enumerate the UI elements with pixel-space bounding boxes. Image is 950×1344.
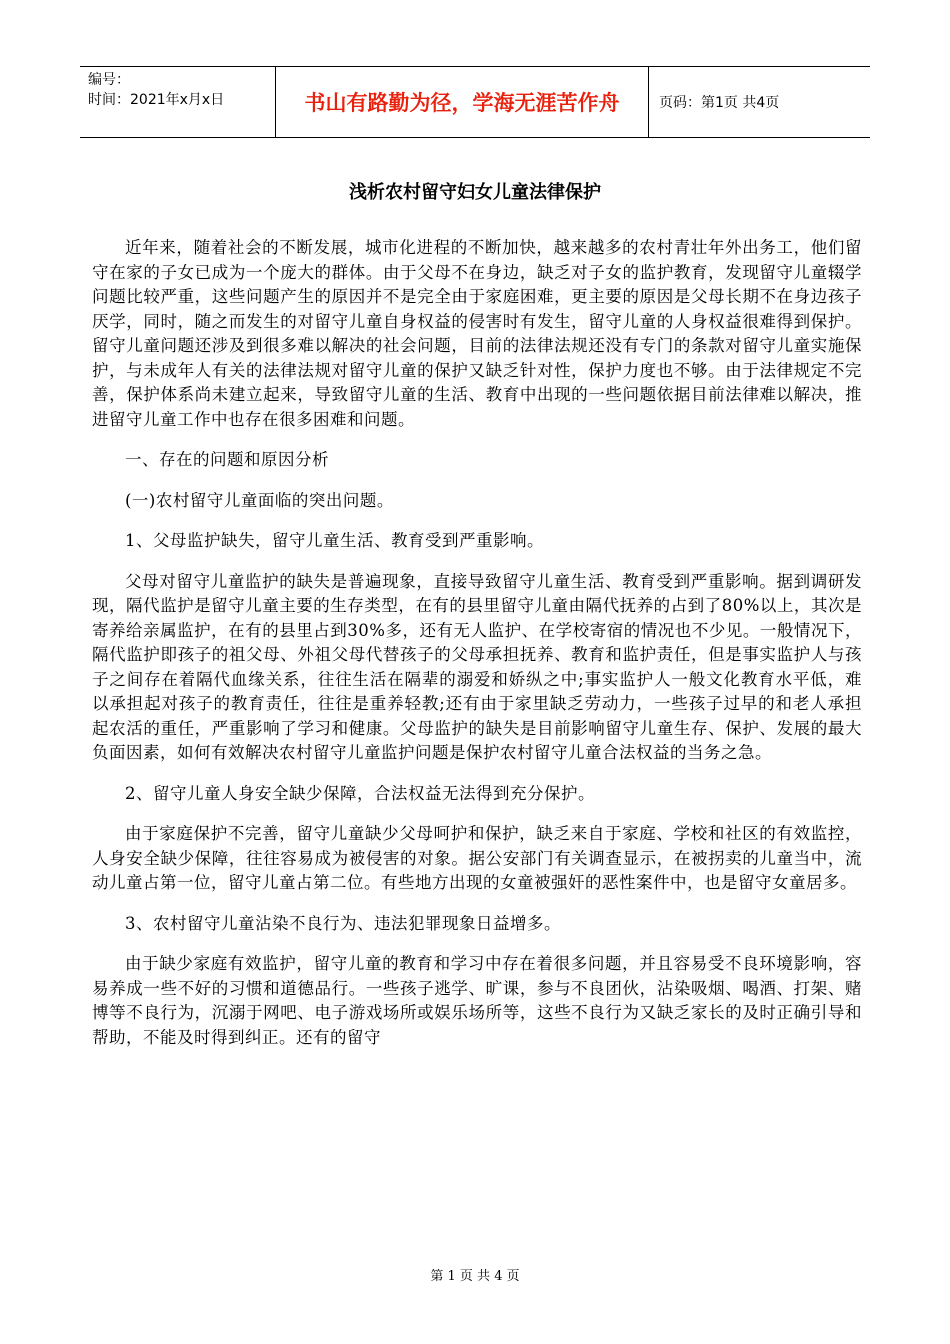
section-heading: 一、存在的问题和原因分析 [125,450,329,469]
header-meta [80,67,276,137]
document-title: 浅析农村留守妇女儿童法律保护 [349,182,601,203]
paragraph-point-1: 父母对留守儿童监护的缺失是普遍现象，直接导致留守儿童生活、教育受到严重影响。据到调研发现，隔代监护是留守儿童主要的生存类型，在有的县里留守儿童由隔代抚养的占到了80%以上，其次是寄养给亲属监护，在有的县里占到30%多，还有无人监护、在学校寄宿的情况也不少见。一般情况下，隔代监护即孩子的祖父母、外祖父母代替孩子的父母承担抚养、教育和监护责任，但是事实监护人与孩子之间存在着隔代血缘关系，往往生活在隔辈的溺爱和娇纵之中;事实监护人一般文化教育水平低，难以承担起对孩子的教育责任，往往是重养轻教;还有由于家里缺乏劳动力，一些孩子过早的和老人承担起农活的重任，严重影响了学习和健康。父母监护的缺失是目前影响留守儿童生存、保护、发展的最大负面因素，如何有效解决农村留守儿童监护问题是保护农村留守儿童合法权益的当务之急。 [92,571,862,762]
page-header [80,66,870,138]
point-heading-1: 1、父母监护缺失，留守儿童生活、教育受到严重影响。 [125,531,544,550]
subsection-heading: (一)农村留守儿童面临的突出问题。 [125,490,394,510]
point-heading-2: 2、留守儿童人身安全缺少保障，合法权益无法得到充分保护。 [125,783,595,803]
number-label: 编号： [88,72,130,88]
document-body [92,236,862,1050]
time-label: 时间：2021年x月x日 [88,92,225,108]
point-heading-3: 3、农村留守儿童沾染不良行为、违法犯罪现象日益增多。 [125,913,561,933]
paragraph-intro: 近年来，随着社会的不断发展，城市化进程的不断加快，越来越多的农村青壮年外出务工，他们留守在家的子女已成为一个庞大的群体。由于父母不在身边，缺乏对子女的监护教育，发现留守儿童辍学问题比较严重，这些问题产生的原因并不是完全由于家庭困难，更主要的原因是父母长期不在身边孩子厌学，同时，随之而发生的对留守儿童自身权益的侵害时有发生，留守儿童的人身权益很难得到保护。留守儿童问题还涉及到很多难以解决的社会问题，目前的法律法规还没有专门的条款对留守儿童实施保护，与未成年人有关的法律法规对留守儿童的保护又缺乏针对性，保护力度也不够。由于法律规定不完善，保护体系尚未建立起来，导致留守儿童的生活、教育中出现的一些问题依据目前法律难以解决，推进留守儿童工作中也存在很多困难和问题。 [92,238,862,429]
page-footer: 第 1 页 共 4 页 [430,1269,520,1284]
header-page-info: 页码：第1页 共4页 [659,95,780,111]
paragraph-point-2: 由于家庭保护不完善，留守儿童缺少父母呵护和保护，缺乏来自于家庭、学校和社区的有效监控，人身安全缺少保障，往往容易成为被侵害的对象。据公安部门有关调查显示，在被拐卖的儿童当中，流动儿童占第一位，留守儿童占第二位。有些地方出现的女童被强奸的恶性案件中，也是留守女童居多。 [92,824,862,892]
header-motto: 书山有路勤为径，学海无涯苦作舟 [276,67,649,137]
paragraph-point-3: 由于缺少家庭有效监护，留守儿童的教育和学习中存在着很多问题，并且容易受不良环境影响，容易养成一些不好的习惯和道德品行。一些孩子逃学、旷课，参与不良团伙，沾染吸烟、喝酒、打架、赌博等不良行为，沉溺于网吧、电子游戏场所或娱乐场所等，这些不良行为又缺乏家长的及时正确引导和帮助，不能及时得到纠正。还有的留守 [92,954,862,1047]
